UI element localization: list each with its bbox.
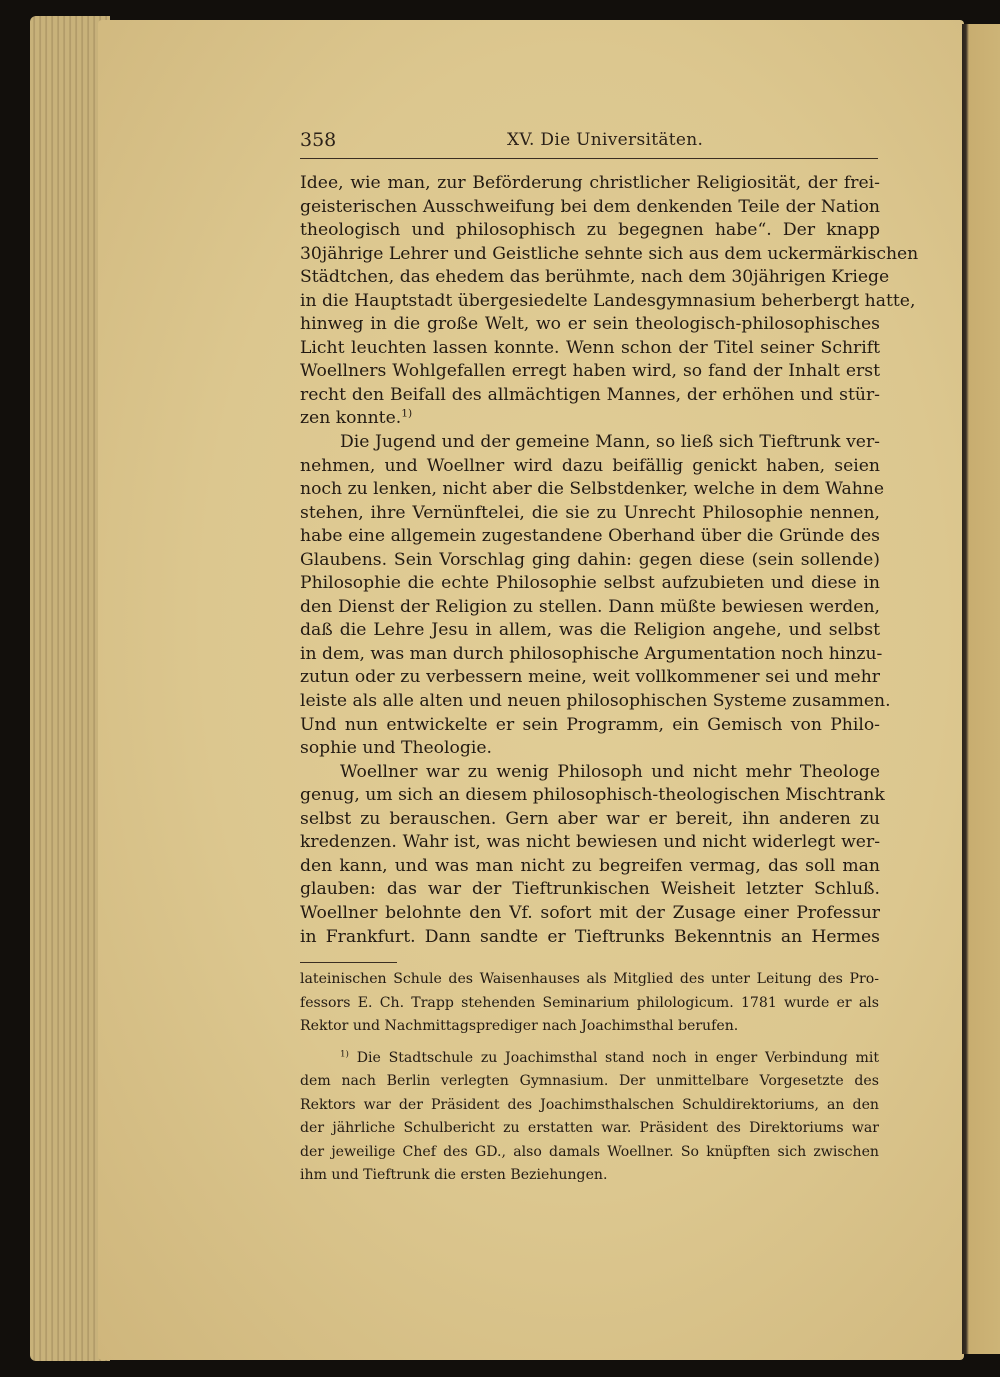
- text-line: genug, um sich an diesem philosophisch-theologischen Mischtrank: [300, 785, 885, 806]
- text-line: selbst zu berauschen. Gern aber war er bereit, ihn anderen zu: [300, 808, 880, 829]
- footnote-line: Rektors war der Präsident des Joachimsthalschen Schuldirektoriums, an den: [300, 1096, 879, 1113]
- footnote-line: lateinischen Schule des Waisenhauses als Mitglied des unter Leitung des Pro-: [300, 971, 879, 987]
- text-line: Woellners Wohlgefallen erregt haben wird, so fand der Inhalt erst: [300, 361, 880, 382]
- facing-page-edge: [962, 24, 1000, 1354]
- text-line: theologisch und philosophisch zu begegnen habe“. Der knapp: [300, 220, 880, 241]
- text-line: geisterischen Ausschweifung bei dem denkenden Teile der Nation: [300, 196, 880, 217]
- text-line: daß die Lehre Jesu in allem, was die Religion angehe, und selbst: [300, 620, 880, 641]
- text-line: 30jährige Lehrer und Geistliche sehnte sich aus dem uckermärkischen: [300, 243, 919, 264]
- text-line: habe eine allgemein zugestandene Oberhand über die Gründe des: [300, 526, 880, 547]
- text-line: Städtchen, das ehedem das berühmte, nach dem 30jährigen Kriege: [300, 267, 890, 288]
- text-line: in Frankfurt. Dann sandte er Tieftrunks Bekenntnis an Hermes: [300, 926, 880, 947]
- text-line: glauben: das war der Tieftrunkischen Weisheit letzter Schluß.: [300, 879, 880, 900]
- main-text: [300, 172, 919, 949]
- footnote-line: ihm und Tieftrunk die ersten Beziehungen.: [300, 1167, 608, 1184]
- text-line: sophie und Theologie.: [300, 738, 493, 759]
- footnote-line: fessors E. Ch. Trapp stehenden Seminarium philologicum. 1781 wurde er als: [300, 994, 879, 1011]
- text-line: den kann, und was man nicht zu begreifen vermag, das soll man: [300, 855, 880, 876]
- text-line: nehmen, und Woellner wird dazu beifällig genickt haben, seien: [300, 455, 880, 476]
- paragraph-start-line: Woellner war zu wenig Philosoph und nicht mehr Theologe: [340, 761, 880, 782]
- footnote-divider: [300, 962, 397, 963]
- text-line: Woellner belohnte den Vf. sofort mit der Zusage einer Professur: [300, 902, 880, 923]
- text-line: in dem, was man durch philosophische Argumentation noch hinzu-: [300, 643, 883, 664]
- page-number: 358: [300, 129, 337, 151]
- text-line: Idee, wie man, zur Beförderung christlicher Religiosität, der frei-: [300, 173, 880, 193]
- text-line: zutun oder zu verbessern meine, weit vollkommener sei und mehr: [300, 667, 880, 688]
- text-line: zen konnte.: [300, 408, 402, 429]
- text-line: leiste als alle alten und neuen philosophischen Systeme zusammen.: [300, 691, 891, 712]
- text-line-with-footnote-ref: [300, 407, 880, 431]
- footnote-marker: 1): [340, 1048, 349, 1059]
- text-line: kredenzen. Wahr ist, was nicht bewiesen und nicht widerlegt wer-: [300, 832, 880, 853]
- text-line: Und nun entwickelte er sein Programm, ein Gemisch von Philo-: [300, 714, 880, 735]
- text-line: in die Hauptstadt übergesiedelte Landesgymnasium beherbergt hatte,: [300, 290, 916, 311]
- text-line: recht den Beifall des allmächtigen Mannes, der erhöhen und stür-: [300, 384, 880, 405]
- footnote-1-start: [300, 1048, 879, 1072]
- text-line: Philosophie die echte Philosophie selbst aufzubieten und diese in: [300, 573, 880, 594]
- text-line: stehen, ihre Vernünftelei, die sie zu Unrecht Philosophie nennen,: [300, 502, 880, 523]
- paragraph-start-line: Die Jugend und der gemeine Mann, so ließ sich Tieftrunk ver-: [340, 432, 880, 453]
- running-title: XV. Die Universitäten.: [507, 130, 704, 150]
- footnote-reference: 1): [401, 406, 413, 420]
- footnote-line: dem nach Berlin verlegten Gymnasium. Der unmittelbare Vorgesetzte des: [300, 1073, 879, 1090]
- text-line: Glaubens. Sein Vorschlag ging dahin: gegen diese (sein sollende): [300, 549, 880, 570]
- footnote-line: der jährliche Schulbericht zu erstatten war. Präsident des Direktoriums war: [300, 1120, 879, 1137]
- footnote-line: Die Stadtschule zu Joachimsthal stand noch in enger Verbindung mit: [356, 1049, 879, 1066]
- footnotes: [300, 969, 879, 1189]
- text-line: Licht leuchten lassen konnte. Wenn schon der Titel seiner Schrift: [300, 337, 880, 358]
- text-line: noch zu lenken, nicht aber die Selbstdenker, welche in dem Wahne: [300, 479, 885, 500]
- footnote-line: der jeweilige Chef des GD., also damals Woellner. So knüpften sich zwischen: [300, 1143, 879, 1160]
- footnote-line: Rektor und Nachmittagsprediger nach Joachimsthal berufen.: [300, 1018, 739, 1035]
- text-line: den Dienst der Religion zu stellen. Dann müßte bewiesen werden,: [300, 596, 880, 617]
- text-line: hinweg in die große Welt, wo er sein theologisch-philosophisches: [300, 314, 880, 335]
- page-header: [300, 128, 878, 159]
